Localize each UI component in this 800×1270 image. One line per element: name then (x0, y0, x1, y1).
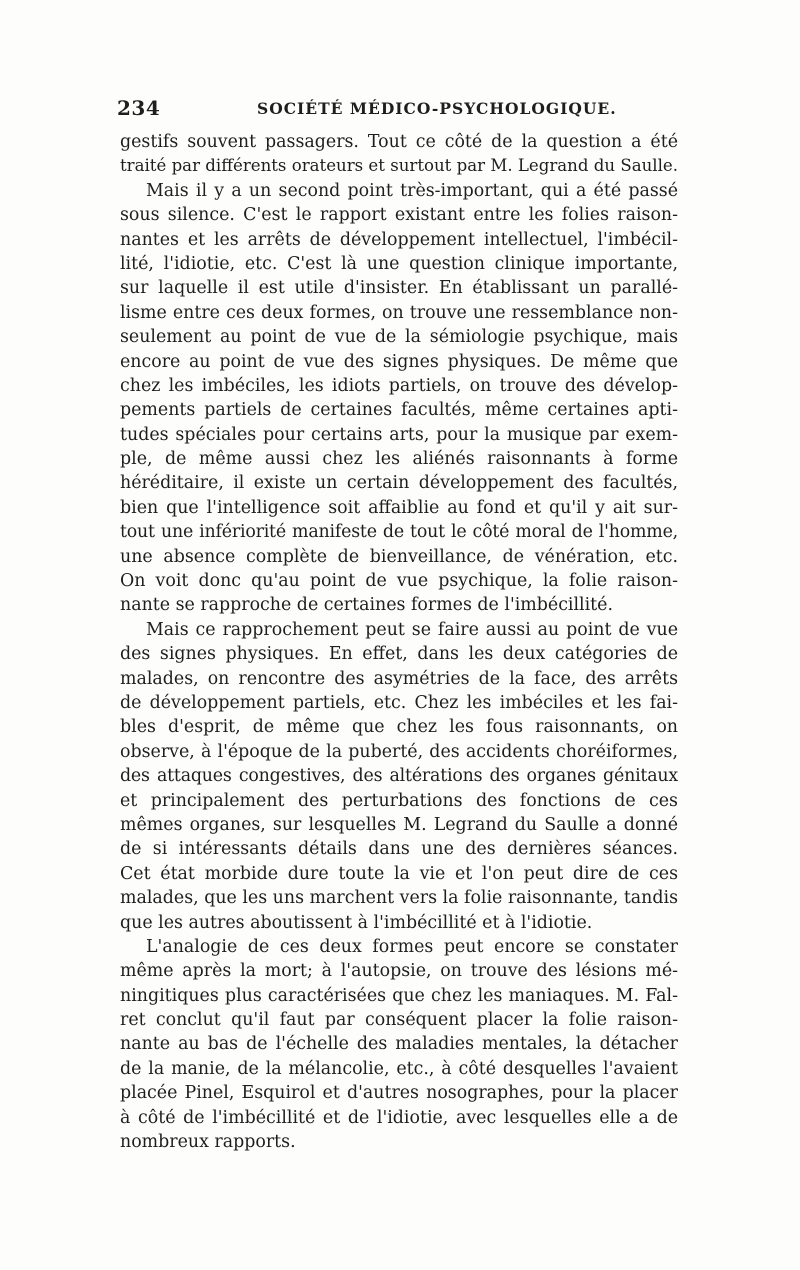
text-line: de si intéressants détails dans une des dernières séances. (120, 839, 678, 860)
text-line: une absence complète de bienveillance, de vénération, etc. (120, 546, 678, 567)
text-line: ret conclut qu'il faut par conséquent placer la folie raison- (120, 1010, 678, 1031)
text-line: des signes physiques. En effet, dans les deux catégories de (120, 644, 678, 665)
text-line: placée Pinel, Esquirol et d'autres nosographes, pour la placer (120, 1083, 678, 1104)
text-line: ningitiques plus caractérisées que chez les maniaques. M. Fal- (120, 985, 678, 1006)
text-line: à côté de l'imbécillité et de l'idiotie, avec lesquelles elle a de (120, 1107, 678, 1128)
body-text (120, 130, 678, 1154)
text-line: sous silence. C'est le rapport existant entre les folies raison- (120, 205, 678, 226)
text-line: et principalement des perturbations des fonctions de ces (120, 790, 678, 811)
text-line: malades, on rencontre des asymétries de la face, des arrêts (120, 668, 678, 689)
paragraph-start-line: Mais il y a un second point très-important, qui a été passé (146, 180, 678, 201)
text-line: tout une infériorité manifeste de tout le côté moral de l'homme, (120, 522, 678, 543)
text-line: héréditaire, il existe un certain développement des facultés, (120, 473, 678, 494)
text-line: même après la mort; à l'autopsie, on trouve des lésions mé- (120, 961, 678, 982)
text-line: encore au point de vue des signes physiques. De même que (120, 351, 678, 372)
text-line: nombreux rapports. (120, 1132, 296, 1153)
text-line: nantes et les arrêts de développement intellectuel, l'imbécil- (120, 229, 678, 250)
text-line: Cet état morbide dure toute la vie et l'on peut dire de ces (120, 863, 678, 884)
text-line: sur laquelle il est utile d'insister. En établissant un parallé- (120, 278, 678, 299)
running-title: SOCIÉTÉ MÉDICO-PSYCHOLOGIQUE. (257, 99, 617, 118)
text-line: lité, l'idiotie, etc. C'est là une question clinique importante, (120, 253, 678, 274)
text-line: malades, que les uns marchent vers la folie raisonnante, tandis (120, 888, 678, 909)
text-line: ple, de même aussi chez les aliénés raisonnants à forme (120, 449, 678, 470)
text-line: On voit donc qu'au point de vue psychique, la folie raison- (120, 571, 678, 592)
text-line: gestifs souvent passagers. Tout ce côté de la question a été (120, 132, 678, 152)
text-line: chez les imbéciles, les idiots partiels, on trouve des dévelop- (120, 375, 678, 396)
text-line: seulement au point de vue de la sémiologie psychique, mais (120, 327, 678, 348)
text-line: pements partiels de certaines facultés, même certaines apti- (120, 400, 678, 421)
text-line: traité par différents orateurs et surtout par M. Legrand du Saulle. (120, 156, 678, 176)
text-line: mêmes organes, sur lesquelles M. Legrand du Saulle a donné (120, 814, 678, 835)
text-line: des attaques congestives, des altérations des organes génitaux (120, 766, 678, 787)
text-line: bien que l'intelligence soit affaiblie au fond et qu'il y ait sur- (120, 497, 678, 518)
text-line: de développement partiels, etc. Chez les imbéciles et les fai- (120, 692, 678, 713)
text-line: nante au bas de l'échelle des maladies mentales, la détacher (120, 1034, 678, 1055)
page-header (117, 96, 677, 126)
paragraph-start-line: Mais ce rapprochement peut se faire aussi au point de vue (146, 619, 678, 640)
paragraph-start-line: L'analogie de ces deux formes peut encore se constater (146, 936, 678, 957)
text-line: observe, à l'époque de la puberté, des accidents choréiformes, (120, 741, 678, 762)
text-line: de la manie, de la mélancolie, etc., à côté desquelles l'avaient (120, 1058, 678, 1079)
text-line: nante se rapproche de certaines formes de l'imbécillité. (120, 595, 613, 616)
page-number: 234 (117, 96, 161, 120)
text-line: lisme entre ces deux formes, on trouve une ressemblance non- (120, 302, 678, 323)
text-line: que les autres aboutissent à l'imbécillité et à l'idiotie. (120, 912, 593, 933)
text-line: bles d'esprit, de même que chez les fous raisonnants, on (120, 717, 678, 738)
text-line: tudes spéciales pour certains arts, pour la musique par exem- (120, 424, 678, 445)
